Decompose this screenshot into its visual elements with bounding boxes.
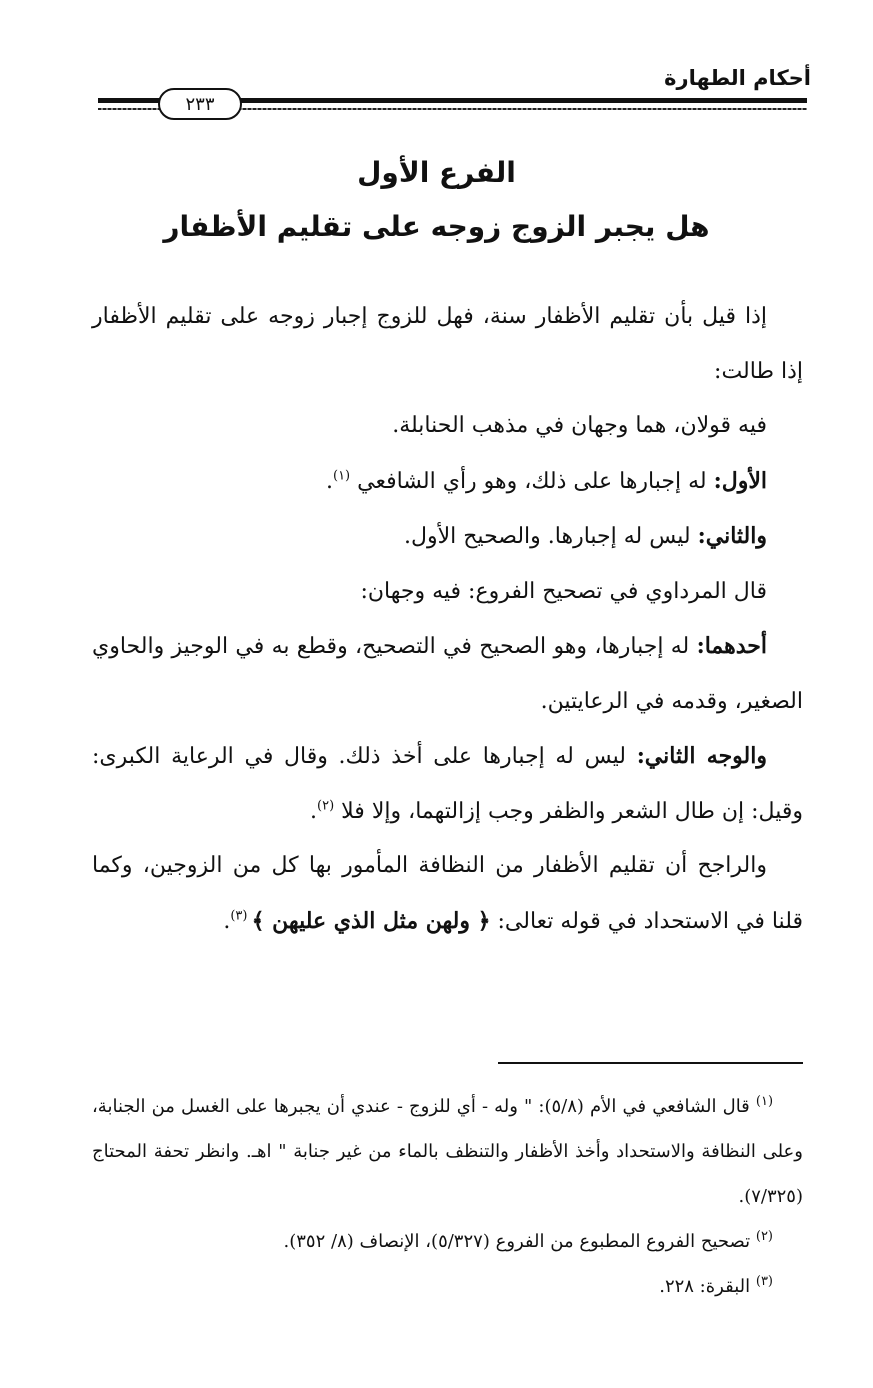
paragraph: قال المرداوي في تصحيح الفروع: فيه وجهان: — [360, 578, 767, 604]
footnote — [92, 1264, 803, 1309]
paragraph-text: ليس له إجبارها على أخذ ذلك. وقال في الرعاية الكبرى: وقيل: إن طال الشعر والظفر وجب إزالتهما، وإلا فلا — [92, 744, 803, 824]
section-heading: الفرع الأول — [357, 156, 516, 189]
footnote-text: البقرة: ٢٢٨. — [659, 1276, 756, 1297]
paragraph — [92, 839, 803, 949]
paragraph-text: له إجبارها على ذلك، وهو رأي الشافعي — [350, 468, 714, 494]
paragraph-end: . — [325, 468, 333, 494]
paragraph-end: . — [310, 798, 318, 824]
footnote-separator — [498, 1062, 803, 1064]
quran-verse: ﴿ ولهن مثل الذي عليهن ﴾ — [251, 907, 491, 934]
paragraph: إذا قيل بأن تقليم الأظفار سنة، فهل للزوج إجبار زوجه على تقليم الأظفار إذا طالت: — [92, 304, 803, 384]
paragraph-end: . — [223, 908, 231, 934]
paragraph — [92, 509, 803, 565]
main-text — [92, 290, 803, 949]
opinion-label: والوجه الثاني: — [636, 743, 767, 769]
opinion-label: الأول: — [713, 467, 767, 494]
footnote-ref: (٢) — [317, 798, 335, 814]
footnotes — [92, 1084, 803, 1309]
footnote-ref: (١) — [332, 468, 351, 484]
footnote-ref: (٣) — [230, 908, 252, 924]
footnote-text: تصحيح الفروع المطبوع من الفروع (٥/٣٢٧)، الإنصاف (٨/ ٣٥٢). — [283, 1231, 756, 1252]
question-heading: هل يجبر الزوج زوجه على تقليم الأظفار — [163, 210, 710, 243]
paragraph-text: والراجح أن تقليم الأظفار من النظافة المأمور بها كل من الزوجين، وكما قلنا في الاستحداد في قوله تعالى: — [92, 853, 803, 934]
opinion-label: والثاني: — [697, 523, 767, 549]
footnote-number: (١) — [755, 1094, 774, 1109]
footnote-text: قال الشافعي في الأم (٥/٨): " وله - أي للزوج - عندي أن يجبرها على الغسل من الجنابة، وعلى النظافة والاستحداد وأخذ الأظفار والتنظف بالماء من غير جنابة " اهـ. وانظر تحفة المحتاج (٧/٣٢٥). — [92, 1096, 803, 1207]
paragraph — [92, 454, 803, 510]
paragraph: فيه قولان، هما وجهان في مذهب الحنابلة. — [392, 413, 767, 438]
paragraph — [92, 729, 803, 839]
running-title: أحكام الطهارة — [664, 66, 811, 90]
paragraph — [92, 619, 803, 729]
paragraph-text: ليس له إجبارها. والصحيح الأول. — [403, 524, 698, 549]
opinion-label: أحدهما: — [696, 633, 767, 659]
footnote — [92, 1219, 803, 1264]
page-number: ٢٣٣ — [158, 88, 242, 120]
paragraph-text: له إجبارها، وهو الصحيح في التصحيح، وقطع به في الوجيز والحاوي الصغير، وقدمه في الرعايتين. — [92, 634, 803, 714]
footnote — [92, 1084, 803, 1219]
footnote-number: (٣) — [755, 1274, 773, 1289]
footnote-number: (٢) — [755, 1229, 773, 1244]
